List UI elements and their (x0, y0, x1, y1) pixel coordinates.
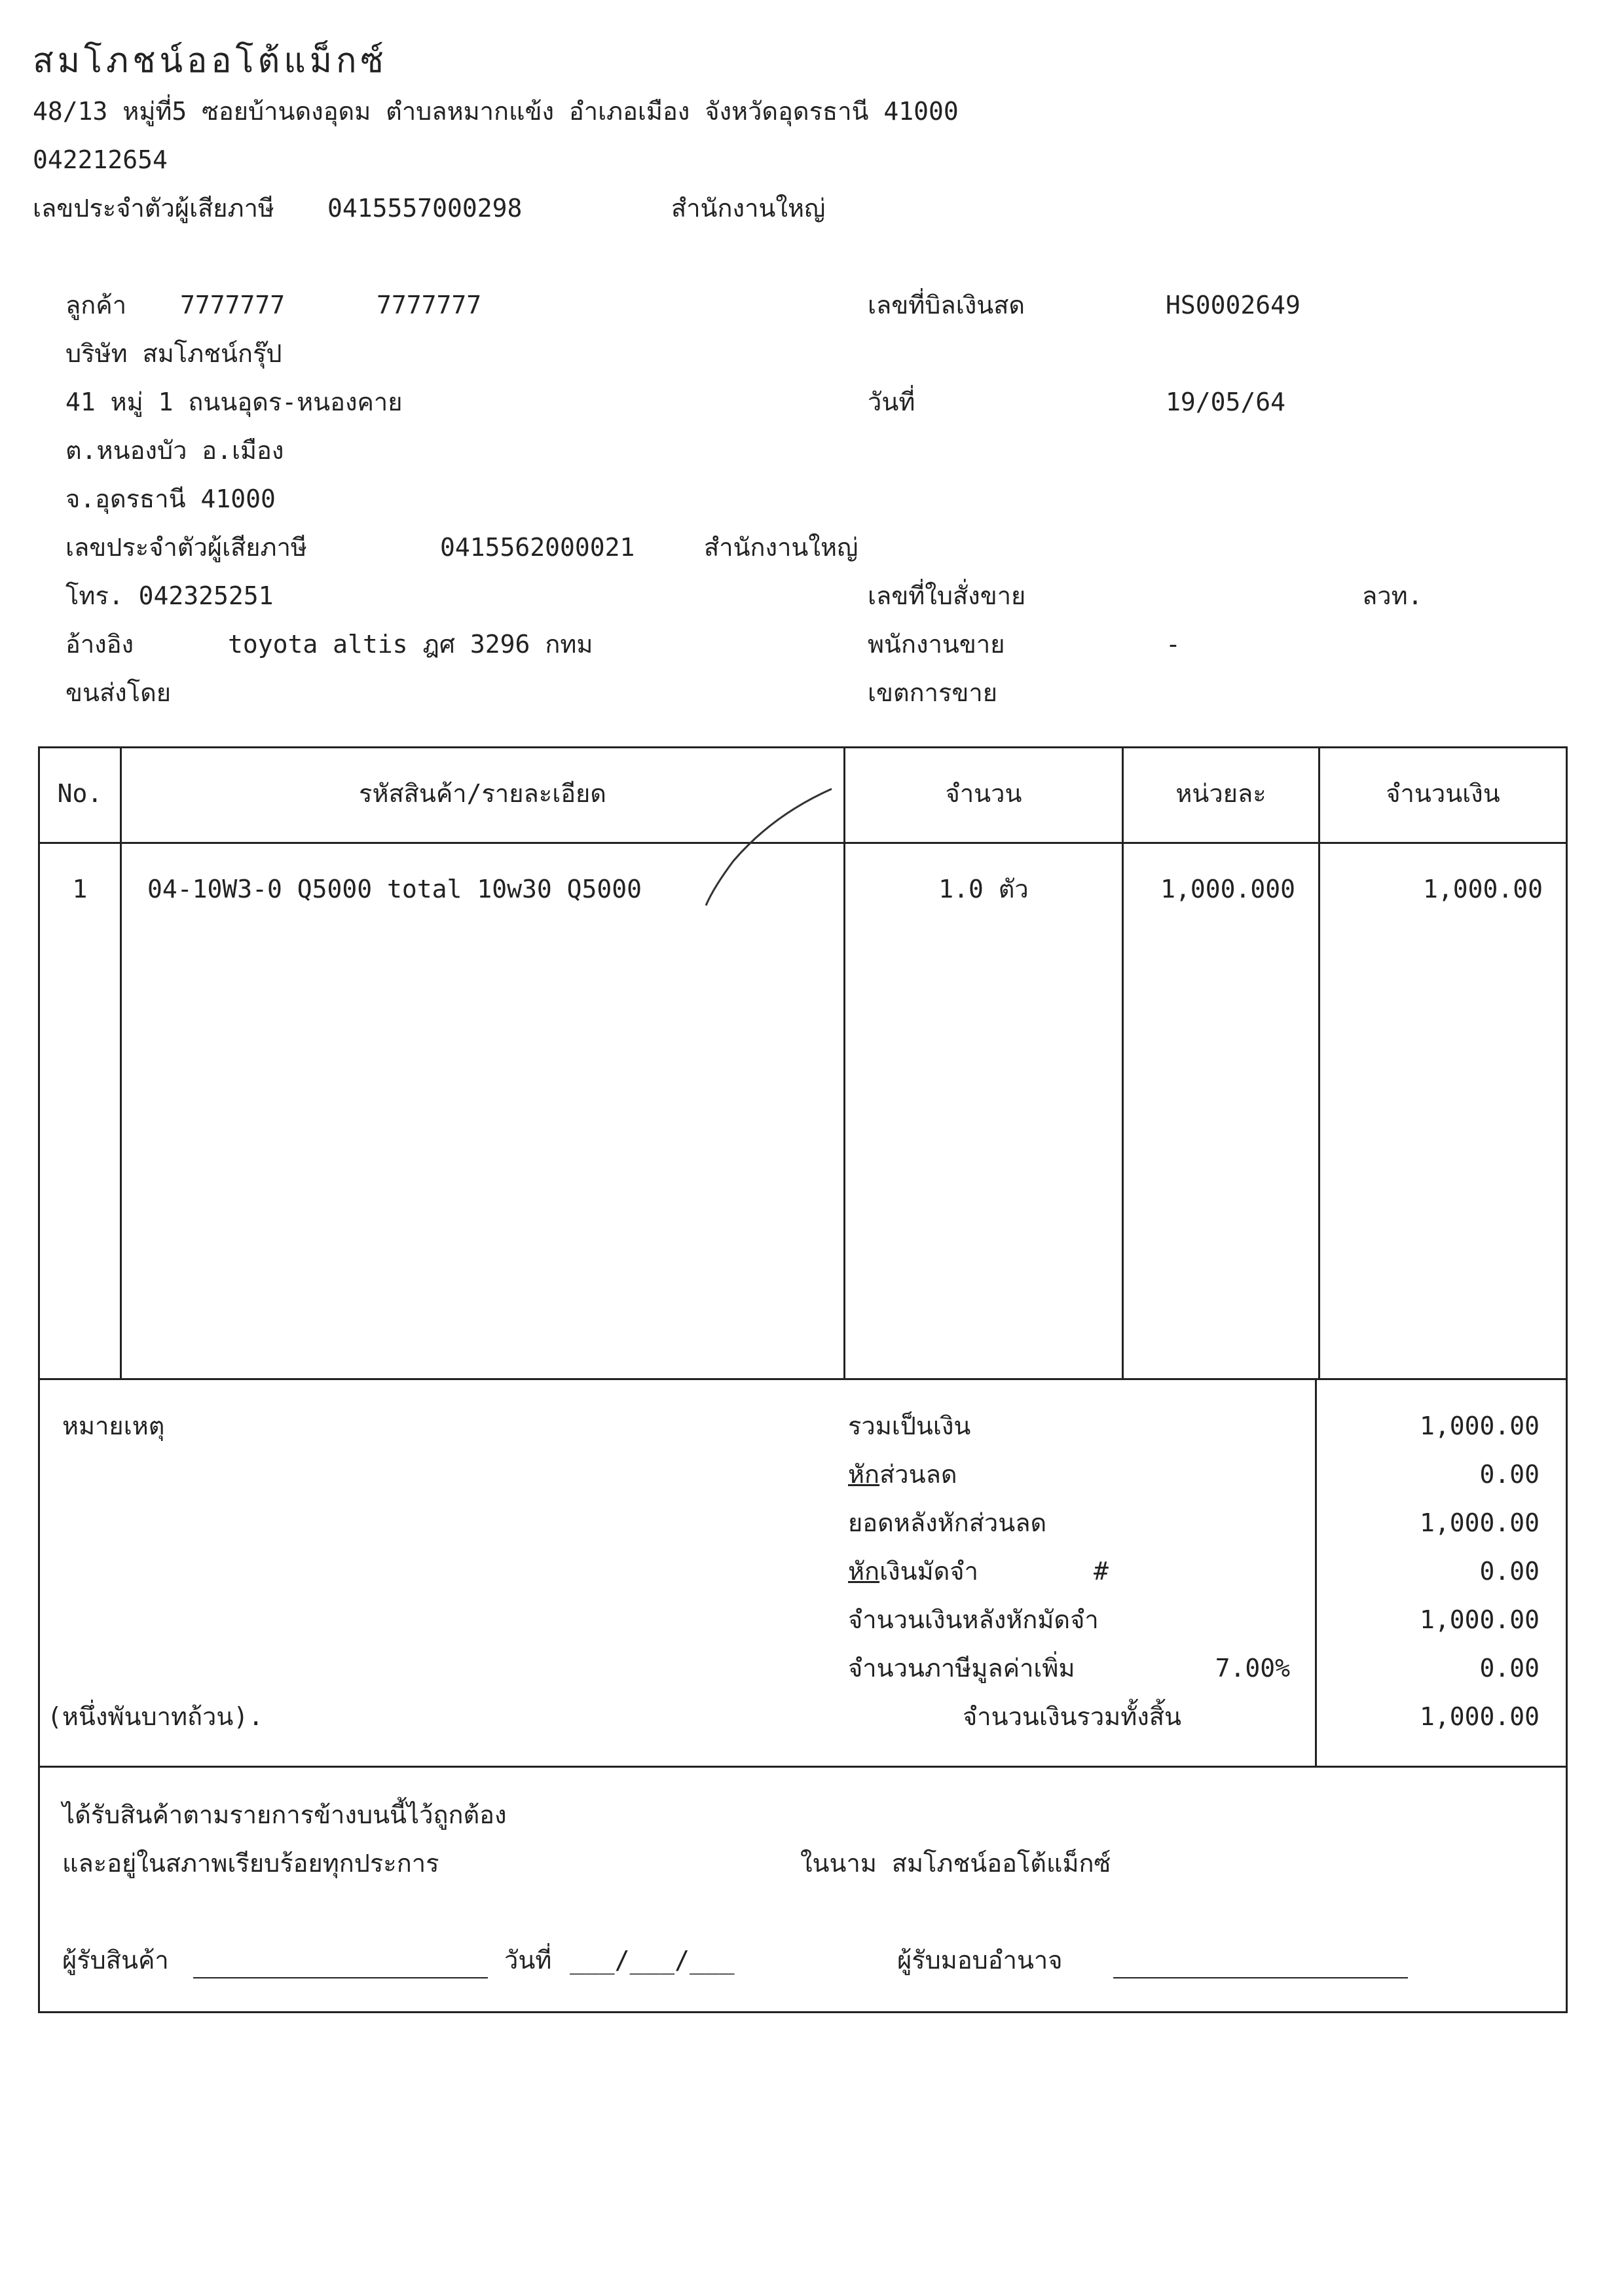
subtotal-label: รวมเป็นเงิน (848, 1412, 971, 1440)
subtotal-value: 1,000.00 (1419, 1412, 1540, 1440)
summary-left-border (38, 1378, 40, 2013)
customer-tax-label: เลขประจำตัวผู้เสียภาษี (65, 533, 307, 562)
table-body-bottom (38, 1378, 1568, 1380)
deposit-value: 0.00 (1479, 1557, 1540, 1586)
remark-label: หมายเหตุ (62, 1412, 165, 1440)
deposit-prefix: หัก (848, 1557, 880, 1586)
authorized-label: ผู้รับมอบอำนาจ (897, 1946, 1063, 1975)
table-left-border (38, 746, 40, 1378)
receiver-signature-line (193, 1977, 488, 1978)
customer-phone: โทร. 042325251 (65, 581, 274, 610)
discount-prefix: หัก (848, 1460, 880, 1489)
table-right-border (1566, 746, 1568, 2013)
company-phone: 042212654 (33, 145, 168, 174)
header-unit-price: หน่วยละ (1175, 779, 1266, 808)
receipt-statement-1: ได้รับสินค้าตามรายการข้างบนนี้ไว้ถูกต้อง (62, 1800, 507, 1829)
handwritten-check-mark (701, 782, 838, 910)
vat-rate: 7.00% (1215, 1654, 1290, 1683)
summary-value-divider (1315, 1378, 1317, 1768)
customer-name: บริษัท สมโภชน์กรุ๊ป (65, 339, 282, 368)
amount-in-words: (หนึ่งพันบาทถ้วน). (47, 1702, 264, 1731)
discount-label (848, 1460, 957, 1490)
reference-label: อ้างอิง (65, 630, 134, 659)
reference-value: toyota altis ฎศ 3296 กทม (228, 630, 593, 659)
shipping-label: ขนส่งโดย (65, 678, 172, 707)
grand-total-value: 1,000.00 (1419, 1702, 1540, 1731)
receive-date-blank: ___/___/___ (570, 1946, 735, 1975)
col-divider-2 (843, 746, 845, 1378)
customer-tax-id: 0415562000021 (440, 533, 635, 562)
salesperson-label: พนักงานขาย (868, 630, 1005, 659)
grand-total-label: จำนวนเงินรวมทั้งสิ้น (963, 1702, 1181, 1731)
header-description: รหัสสินค้า/รายละเอียด (359, 779, 606, 808)
authorized-signature-line (1113, 1977, 1408, 1978)
company-tax-label: เลขประจำตัวผู้เสียภาษี (33, 194, 274, 223)
header-amount: จำนวนเงิน (1386, 779, 1500, 808)
bill-no-label: เลขที่บิลเงินสด (868, 291, 1025, 319)
table-top-border (38, 746, 1568, 748)
customer-address-3: จ.อุดรธานี 41000 (65, 484, 276, 513)
col-divider-3 (1122, 746, 1124, 1378)
company-address: 48/13 หมู่ที่5 ซอยบ้านดงอุดม ตำบลหมากแข้ง อำเภอเมือง จังหวัดอุดรธานี 41000 (33, 97, 959, 126)
customer-code-2: 7777777 (377, 291, 482, 319)
company-branch: สำนักงานใหญ่ (671, 194, 826, 223)
receive-date-label: วันที่ (504, 1946, 552, 1975)
row-quantity: 1.0 ตัว (938, 875, 1029, 903)
on-behalf-of: ในนาม สมโภชน์ออโต้แม็กซ์ (800, 1849, 1111, 1878)
customer-label: ลูกค้า (65, 291, 127, 319)
salesperson-value: - (1166, 630, 1181, 659)
header-quantity: จำนวน (945, 779, 1022, 808)
col-divider-1 (120, 746, 122, 1378)
sales-zone-label: เขตการขาย (868, 678, 997, 707)
row-amount: 1,000.00 (1422, 875, 1543, 903)
col-divider-4 (1318, 746, 1320, 1378)
deposit-hash: # (1094, 1557, 1109, 1586)
discount-text: ส่วนลด (879, 1460, 957, 1489)
deposit-text: เงินมัดจำ (879, 1557, 978, 1586)
row-description: 04-10W3-0 Q5000 total 10w30 Q5000 (147, 875, 642, 903)
summary-bottom-border (38, 1766, 1568, 1768)
customer-branch: สำนักงานใหญ่ (704, 533, 858, 562)
vat-value: 0.00 (1479, 1654, 1540, 1683)
company-tax-id: 0415557000298 (327, 194, 523, 223)
deposit-label (848, 1557, 978, 1587)
company-name: สมโภชน์ออโต้แม็กซ์ (33, 41, 388, 81)
after-discount-label: ยอดหลังหักส่วนลด (848, 1508, 1047, 1537)
header-no: No. (57, 779, 103, 808)
customer-address-2: ต.หนองบัว อ.เมือง (65, 436, 284, 465)
row-unit-price: 1,000.000 (1160, 875, 1295, 903)
receiver-label: ผู้รับสินค้า (62, 1946, 169, 1975)
after-discount-value: 1,000.00 (1419, 1508, 1540, 1537)
after-deposit-label: จำนวนเงินหลังหักมัดจำ (848, 1605, 1099, 1634)
customer-code: 7777777 (180, 291, 286, 319)
vat-label: จำนวนภาษีมูลค่าเพิ่ม (848, 1654, 1075, 1683)
bill-no-value: HS0002649 (1166, 291, 1301, 319)
after-deposit-value: 1,000.00 (1419, 1605, 1540, 1634)
discount-value: 0.00 (1479, 1460, 1540, 1489)
receipt-statement-2: และอยู่ในสภาพเรียบร้อยทุกประการ (62, 1849, 439, 1878)
order-no-label: เลขที่ใบสั่งขาย (868, 581, 1026, 610)
footer-bottom-border (38, 2011, 1568, 2013)
bill-date-label: วันที่ (868, 388, 915, 416)
row-no: 1 (72, 875, 88, 903)
order-no-value: ลวท. (1362, 581, 1423, 610)
customer-address-1: 41 หมู่ 1 ถนนอุดร-หนองคาย (65, 388, 403, 416)
bill-date-value: 19/05/64 (1166, 388, 1286, 416)
